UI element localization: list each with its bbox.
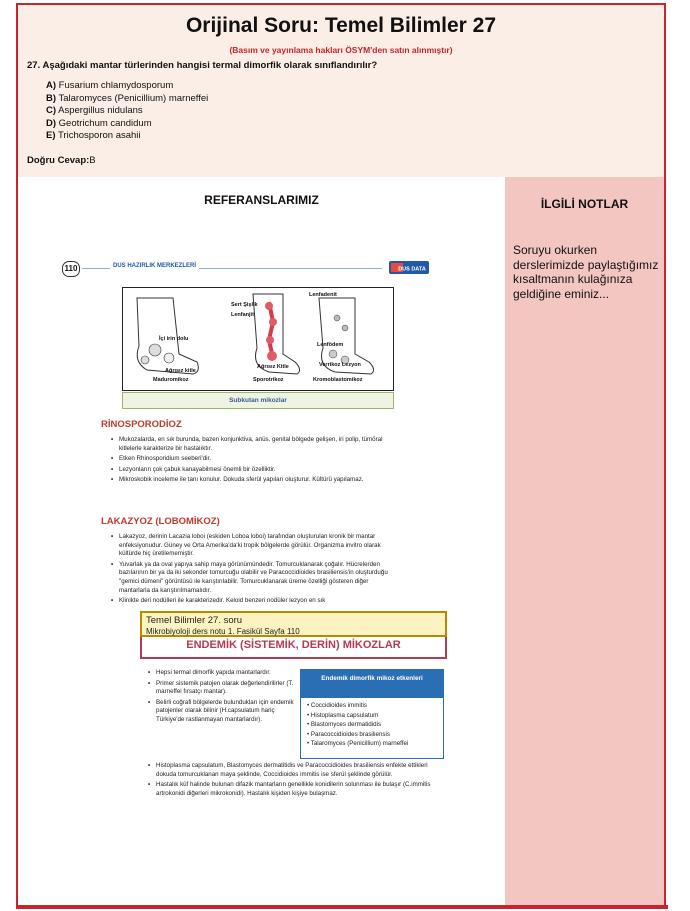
label-agrisiz-kitle: Ağrısız kitle xyxy=(165,368,196,374)
list-item: • Hastalık küf halinde bulunan difazik mantarların genellikle konidilerin solunması ile bulaşır (C.immitis artrokonidi diğerleri mikrokonidi). Hastalık kişiden kişiye bulaşmaz. xyxy=(156,781,448,798)
endemic-title-box xyxy=(140,637,447,659)
chapter-title: DUS HAZIRLIK MERKEZLERİ xyxy=(110,263,199,269)
section-lakazyoz-title: LAKAZYOZ (LOBOMİKOZ) xyxy=(101,516,220,527)
list-item: • Yuvarlak ya da oval yapıya sahip maya görünümündedir. Tomurcuklanarak çoğalır. Hücrelerden bazılarının bir ya da iki sekonder tomurcuğu olabilir ve Paracoccidioides brasiliensis'in oluşturduğu "gemici dümeni" görüntüsü ile karıştırılabilir. Tomurcuklanarak üreme özelliği gösteren diğer mantarlarla da karıştırılmamalıdır. xyxy=(119,561,395,595)
list-item: • Primer sistemik patojen olarak değerlendirilirler (T. marneffei fırsatçı mantar). xyxy=(156,680,302,697)
subcutaneous-banner: Subkutan mikozlar xyxy=(122,392,394,409)
list-item: • Etken Rhinosporidium seeberi'dir. xyxy=(119,455,395,464)
list-item: • Belirli coğrafi bölgelerde bulundukları için endemik patojenler olarak bilinir (H.capsulatum hariç Türkiye'de rastlanmayan mantarlardır). xyxy=(156,699,302,725)
copyright-note: (Basım ve yayınlama hakları ÖSYM'den satın alınmıştır) xyxy=(229,45,453,55)
bottom-border xyxy=(16,905,668,909)
source-note-label: Mikrobiyoloji ders notu 1. Fasikül Sayfa 110 xyxy=(146,627,300,636)
option-d: D) Geotrichum candidum xyxy=(46,117,152,129)
label-maduromikoz: Maduromikoz xyxy=(153,377,189,383)
list-item: • Lakazyoz, derinin Lacazia loboi (eskiden Loboa loboi) tarafından oluşturulan kronik bir mantar enfeksiyonudur. Güney ve Orta Amerika'da'ki tropik bölgelerde görülür. Organizma invitro olarak kültürde hiç üretilememiştir. xyxy=(119,533,395,559)
question-header xyxy=(18,5,664,177)
correct-answer: Doğru Cevap:B xyxy=(27,155,96,166)
list-item: • Hepsi termal dimorfik yapıda mantarlardır. xyxy=(156,669,302,678)
label-sert-sislik: Sert Şişlik xyxy=(231,302,258,308)
label-kromoblastomikoz: Kromoblastomikoz xyxy=(313,377,363,383)
list-item: • Paracoccidioides brasiliensis xyxy=(307,730,390,738)
references-panel xyxy=(18,177,505,906)
endemic-agents-box xyxy=(300,669,444,759)
dusdata-logo-icon xyxy=(388,259,430,277)
list-item: • Mukozalarda, en sık burunda, bazen konjunktiva, anüs, genital bölgede gelişen, iri polip, tümöral kitlelerle karakterize bir hastalıktır. xyxy=(119,436,395,453)
section-lakazyoz-list xyxy=(111,533,395,608)
label-verrikoz-lezyon: Verrikoz Lezyon xyxy=(319,362,361,368)
notes-panel xyxy=(505,177,664,906)
list-item: • Talaromyces (Penicillium) marneffei xyxy=(307,740,409,747)
option-c: C) Aspergillus nidulans xyxy=(46,105,143,116)
label-lenfodem: Lenfödem xyxy=(317,342,344,348)
page-number: 110 xyxy=(62,261,80,277)
section-endemic-more-list xyxy=(148,762,448,800)
label-lenfadenit: Lenfadenit xyxy=(309,292,337,298)
section-rinosporodioz-title: RİNOSPORODİOZ xyxy=(101,419,182,430)
list-item: • Lezyonların çok çabuk kanayabilmesi önemli bir özelliktir. xyxy=(119,466,395,475)
list-item: • Blastomyces dermatididis xyxy=(307,721,382,728)
references-title: REFERANSLARIMIZ xyxy=(204,193,319,207)
endemic-agents-title: Endemik dimorfik mikoz etkenleri xyxy=(301,670,443,698)
source-question-label: Temel Bilimler 27. soru xyxy=(146,615,243,626)
option-b: B) Talaromyces (Penicillium) marneffei xyxy=(46,92,209,104)
option-a: A) Fusarium chlamydosporum xyxy=(46,80,174,91)
answer-options xyxy=(46,80,208,143)
notes-text: Soruyu okurken derslerimizde paylaştığımız kısaltmanın kulağınıza geldiğine eminiz... xyxy=(513,243,659,301)
label-ici-irin-dolu: İçi irin dolu xyxy=(159,336,189,342)
section-endemic-list xyxy=(148,669,302,727)
source-highlight-box xyxy=(140,611,447,637)
document-frame xyxy=(16,3,666,906)
label-sporotrikoz: Sporotrikoz xyxy=(253,377,284,383)
section-endemic-title: ENDEMİK (SİSTEMİK, DERİN) MİKOZLAR xyxy=(186,639,401,651)
page-title: Orijinal Soru: Temel Bilimler 27 xyxy=(185,14,497,37)
list-item: • Coccidioides immitis xyxy=(307,702,367,709)
list-item: • Klinikte deri nodülleri ile karakterizedir. Keloid benzeri nodüler lezyon en sık xyxy=(119,597,395,606)
endemic-agents-list xyxy=(301,698,443,749)
list-item: • Histoplasma capsulatum xyxy=(307,711,379,719)
question-text: 27. Aşağıdaki mantar türlerinden hangisi termal dimorfik olarak sınıflandırılır? xyxy=(27,60,378,71)
option-e: E) Trichosporon asahii xyxy=(46,130,141,141)
section-rinosporodioz-list xyxy=(111,436,395,487)
svg-text:DUS DATA: DUS DATA xyxy=(398,266,426,273)
notes-title: İLGİLİ NOTLAR xyxy=(540,197,629,211)
label-agrisiz-kitle-2: Ağrısız Kitle xyxy=(257,364,289,370)
subcutaneous-mycoses-illustration xyxy=(122,287,394,391)
list-item: • Mikroskobik inceleme ile tanı konulur. Dokuda sferül yapıları oluşturur. Kültürü yapılamaz. xyxy=(119,476,395,485)
label-lenfanjit: Lenfanjit xyxy=(231,312,254,318)
list-item: • Histoplasma capsulatum, Blastomyces dermatitidis ve Paracoccidioides brasiliensis enfekte ettikleri dokuda tomurcuklanan maya şeklinde, Coccidioides immitis ise sferül şeklinde görülür. xyxy=(156,762,448,779)
